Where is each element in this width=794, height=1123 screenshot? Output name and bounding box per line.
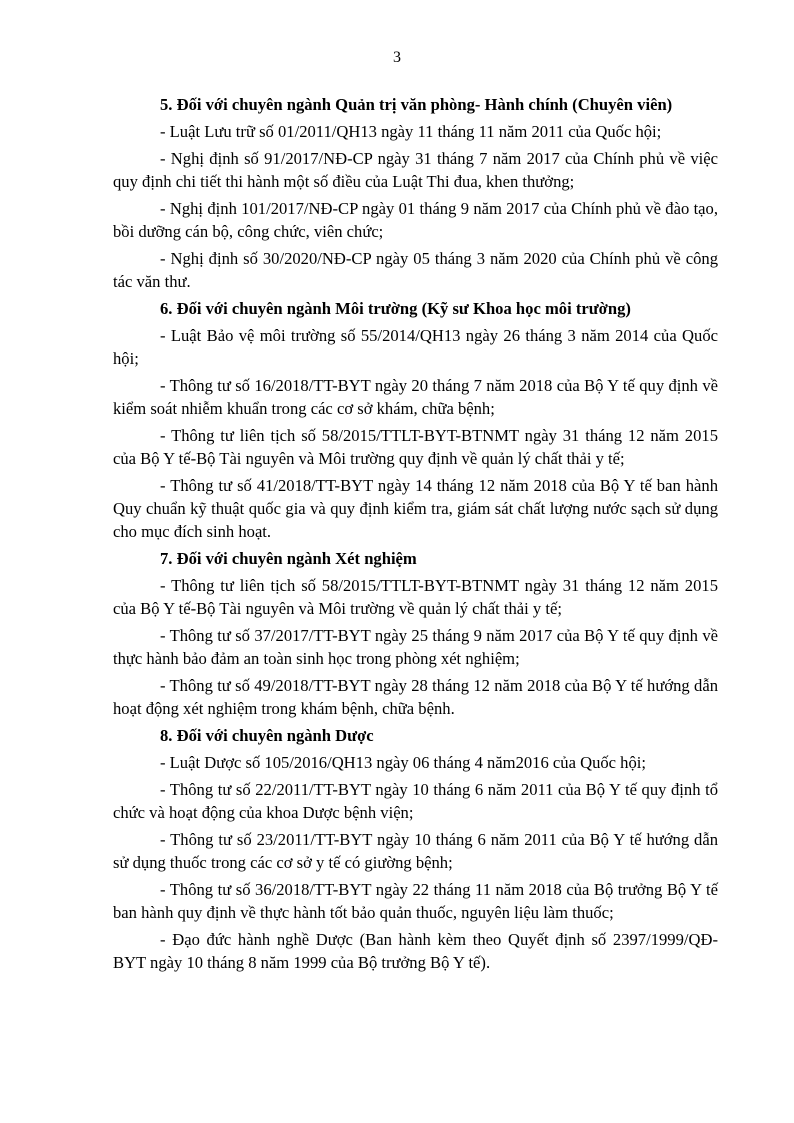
page-number: 3: [393, 49, 401, 66]
list-item: - Đạo đức hành nghề Dược (Ban hành kèm theo Quyết định số 2397/1999/QĐ- BYT ngày 10 tháng 8 năm 1999 của Bộ trưởng Bộ Y tế).: [113, 930, 718, 972]
list-item: - Luật Dược số 105/2016/QH13 ngày 06 tháng 4 năm2016 của Quốc hội;: [160, 753, 646, 772]
list-item: - Thông tư số 37/2017/TT-BYT ngày 25 tháng 9 năm 2017 của Bộ Y tế quy định về thực hành bảo đảm an toàn sinh học trong phòng xét nghiệm;: [113, 626, 718, 668]
list-item: - Nghị định số 30/2020/NĐ-CP ngày 05 tháng 3 năm 2020 của Chính phủ về công tác văn thư.: [113, 249, 718, 291]
section-6: [113, 297, 718, 543]
section-8: [113, 724, 718, 974]
list-item: - Thông tư số 22/2011/TT-BYT ngày 10 tháng 6 năm 2011 của Bộ Y tế quy định tổ chức và hoạt động của khoa Dược bệnh viện;: [113, 780, 718, 822]
section-heading: 5. Đối với chuyên ngành Quản trị văn phòng- Hành chính (Chuyên viên): [160, 95, 673, 114]
document-body: [113, 93, 718, 978]
list-item: - Luật Bảo vệ môi trường số 55/2014/QH13 ngày 26 tháng 3 năm 2014 của Quốc hội;: [113, 326, 718, 368]
section-5: [113, 93, 718, 293]
list-item: - Thông tư số 36/2018/TT-BYT ngày 22 tháng 11 năm 2018 của Bộ trưởng Bộ Y tế ban hành quy định về thực hành tốt bảo quản thuốc, nguyên liệu làm thuốc;: [113, 880, 718, 922]
section-7: [113, 547, 718, 720]
list-item: - Nghị định số 91/2017/NĐ-CP ngày 31 tháng 7 năm 2017 của Chính phủ về việc quy định chi tiết thi hành một số điều của Luật Thi đua, khen thưởng;: [113, 149, 718, 191]
list-item: - Thông tư liên tịch số 58/2015/TTLT-BYT-BTNMT ngày 31 tháng 12 năm 2015 của Bộ Y tế-Bộ Tài nguyên và Môi trường về quản lý chất thải y tế;: [113, 576, 718, 618]
list-item: - Thông tư liên tịch số 58/2015/TTLT-BYT-BTNMT ngày 31 tháng 12 năm 2015 của Bộ Y tế-Bộ Tài nguyên và Môi trường quy định về quản lý chất thải y tế;: [113, 426, 718, 468]
list-item: - Nghị định 101/2017/NĐ-CP ngày 01 tháng 9 năm 2017 của Chính phủ về đào tạo, bồi dưỡng cán bộ, công chức, viên chức;: [113, 199, 718, 241]
list-item: - Thông tư số 23/2011/TT-BYT ngày 10 tháng 6 năm 2011 của Bộ Y tế hướng dẫn sử dụng thuốc trong các cơ sở y tế có giường bệnh;: [113, 830, 718, 872]
list-item: - Thông tư số 49/2018/TT-BYT ngày 28 tháng 12 năm 2018 của Bộ Y tế hướng dẫn hoạt động xét nghiệm trong khám bệnh, chữa bệnh.: [113, 676, 718, 718]
section-heading: 7. Đối với chuyên ngành Xét nghiệm: [160, 549, 417, 568]
section-heading: 6. Đối với chuyên ngành Môi trường (Kỹ sư Khoa học môi trường): [160, 299, 631, 318]
list-item: - Thông tư số 16/2018/TT-BYT ngày 20 tháng 7 năm 2018 của Bộ Y tế quy định về kiểm soát nhiễm khuẩn trong các cơ sở khám, chữa bệnh;: [113, 376, 718, 418]
section-heading: 8. Đối với chuyên ngành Dược: [160, 726, 374, 745]
list-item: - Thông tư số 41/2018/TT-BYT ngày 14 tháng 12 năm 2018 của Bộ Y tế ban hành Quy chuẩn kỹ thuật quốc gia và quy định kiểm tra, giám sát chất lượng nước sạch sử dụng cho mục đích sinh hoạt.: [113, 476, 718, 541]
list-item: - Luật Lưu trữ số 01/2011/QH13 ngày 11 tháng 11 năm 2011 của Quốc hội;: [160, 122, 662, 141]
